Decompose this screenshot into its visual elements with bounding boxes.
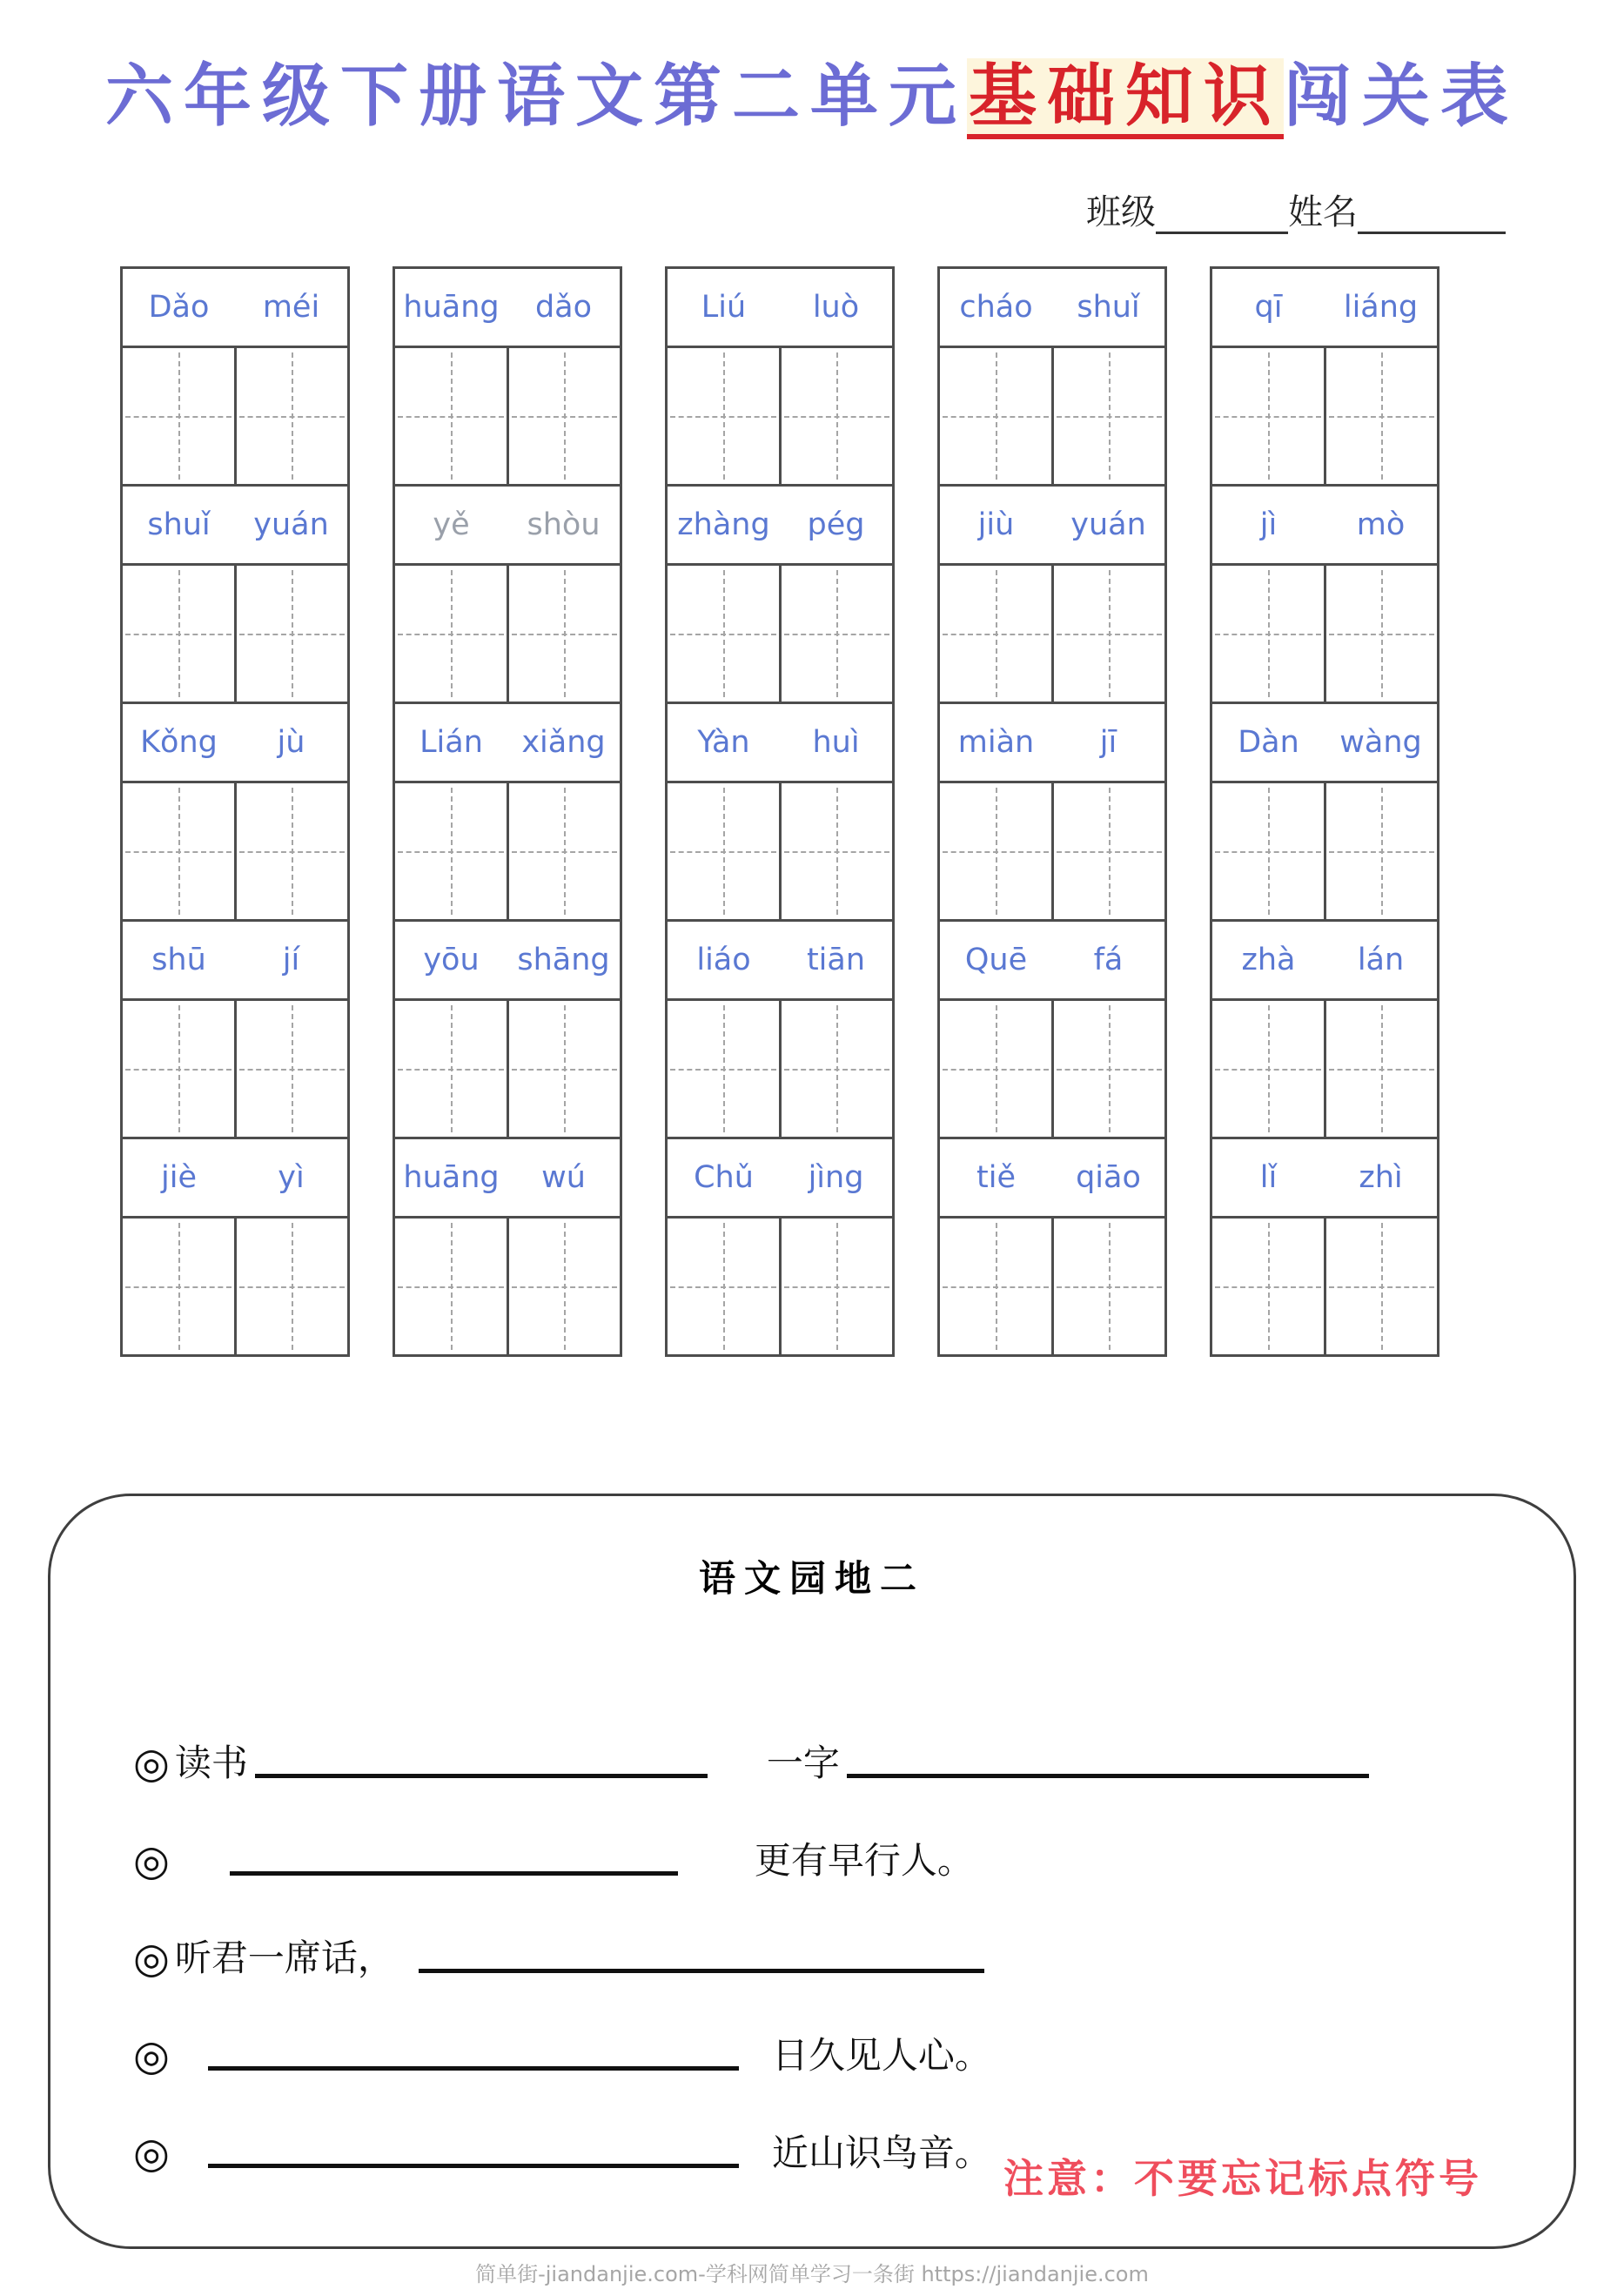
name-blank[interactable]	[1358, 228, 1506, 234]
writing-cell[interactable]	[123, 783, 234, 919]
writing-grid-row	[395, 1218, 620, 1354]
pinyin-syllable: jiè	[161, 1160, 197, 1195]
spacer	[746, 2173, 772, 2175]
writing-cell[interactable]	[507, 1001, 621, 1137]
pinyin-syllable: pég	[807, 507, 865, 542]
word-block	[668, 269, 892, 487]
word-block	[1212, 269, 1437, 487]
writing-cell[interactable]	[1324, 783, 1438, 919]
writing-grid-row	[395, 348, 620, 487]
writing-cell[interactable]	[123, 348, 234, 484]
pinyin-syllable: Dǎo	[148, 290, 210, 325]
pinyin-word	[668, 922, 892, 1001]
writing-cell[interactable]	[1212, 1218, 1324, 1354]
pinyin-column-1	[120, 266, 350, 1357]
pinyin-word	[395, 269, 620, 348]
writing-cell[interactable]	[1051, 348, 1165, 484]
pinyin-syllable: Kǒng	[140, 725, 218, 760]
writing-cell[interactable]	[1212, 783, 1324, 919]
writing-cell[interactable]	[1051, 1001, 1165, 1137]
pinyin-syllable: Yàn	[697, 725, 750, 760]
page-footer: 简单街-jiandanjie.com-学科网简单学习一条街 https://jiandanjie.com	[475, 2262, 1149, 2286]
writing-cell[interactable]	[1051, 566, 1165, 702]
writing-cell[interactable]	[234, 1218, 348, 1354]
pinyin-syllable: liáng	[1343, 290, 1419, 325]
pinyin-syllable: mò	[1356, 507, 1406, 542]
double-circle-bullet-icon: ◎	[133, 2033, 170, 2079]
exercise-text: 日久见人心。	[771, 2036, 991, 2077]
writing-cell[interactable]	[395, 1218, 507, 1354]
word-block	[123, 269, 347, 487]
word-block	[940, 704, 1164, 922]
writing-cell[interactable]	[1212, 1001, 1324, 1137]
pinyin-word	[395, 1139, 620, 1218]
pinyin-syllable: huāng	[403, 1160, 500, 1195]
writing-cell[interactable]	[940, 783, 1051, 919]
writing-grid-row	[1212, 1218, 1437, 1354]
writing-cell[interactable]	[668, 348, 779, 484]
writing-grid-row	[395, 783, 620, 922]
writing-cell[interactable]	[395, 1001, 507, 1137]
answer-blank-line[interactable]	[419, 1967, 984, 1973]
word-block	[940, 487, 1164, 704]
writing-cell[interactable]	[779, 783, 893, 919]
exercise-box	[48, 1494, 1576, 2249]
word-block	[668, 704, 892, 922]
writing-grid-row	[940, 1218, 1164, 1354]
pinyin-syllable: cháo	[959, 290, 1033, 325]
word-block	[123, 1139, 347, 1354]
pinyin-syllable: yì	[278, 1160, 305, 1195]
pinyin-column-4	[937, 266, 1167, 1357]
writing-cell[interactable]	[395, 783, 507, 919]
pinyin-syllable: Dàn	[1238, 725, 1299, 760]
pinyin-syllable: shāng	[517, 943, 610, 977]
double-circle-bullet-icon: ◎	[133, 2131, 170, 2177]
answer-blank-line[interactable]	[255, 1772, 708, 1778]
writing-grid-row	[940, 348, 1164, 487]
pinyin-syllable: zhàng	[677, 507, 770, 542]
writing-grid-row	[668, 348, 892, 487]
pinyin-word	[668, 269, 892, 348]
writing-grid-row	[940, 1001, 1164, 1139]
pinyin-syllable: shòu	[527, 507, 601, 542]
pinyin-syllable: tiān	[806, 943, 866, 977]
writing-grid-row	[668, 1001, 892, 1139]
pinyin-syllable: Liú	[701, 290, 747, 325]
pinyin-syllable: jí	[282, 943, 300, 977]
pinyin-syllable: jiù	[977, 507, 1015, 542]
writing-cell[interactable]	[940, 348, 1051, 484]
answer-blank-line[interactable]	[230, 1870, 678, 1876]
pinyin-word	[668, 704, 892, 783]
writing-grid-row	[940, 783, 1164, 922]
writing-cell[interactable]	[123, 566, 234, 702]
word-block	[123, 487, 347, 704]
pinyin-word	[1212, 487, 1437, 566]
pinyin-word	[1212, 704, 1437, 783]
pinyin-syllable: Quē	[964, 943, 1028, 977]
pinyin-syllable: huì	[812, 725, 860, 760]
writing-grid-row	[123, 566, 347, 704]
page-title	[0, 42, 1624, 139]
spacer	[175, 2173, 201, 2175]
exercise-line-4	[133, 1980, 1504, 2078]
pinyin-syllable: huāng	[403, 290, 500, 325]
writing-cell[interactable]	[668, 1001, 779, 1137]
word-block	[1212, 1139, 1437, 1354]
pinyin-word	[123, 704, 347, 783]
spacer	[394, 1978, 412, 1980]
word-block	[395, 1139, 620, 1354]
word-block	[395, 922, 620, 1139]
word-block	[668, 487, 892, 704]
pinyin-syllable: wàng	[1339, 725, 1422, 760]
pinyin-syllable: lán	[1357, 943, 1405, 977]
student-info-line	[1086, 185, 1506, 234]
pinyin-syllable: yě	[433, 507, 470, 542]
writing-grid-row	[1212, 1001, 1437, 1139]
writing-cell[interactable]	[1051, 783, 1165, 919]
pinyin-syllable: jù	[277, 725, 305, 760]
spacer	[175, 1881, 223, 1883]
pinyin-syllable: zhì	[1359, 1160, 1403, 1195]
pinyin-syllable: yōu	[423, 943, 480, 977]
pinyin-word	[123, 922, 347, 1001]
writing-cell[interactable]	[779, 1218, 893, 1354]
pinyin-word	[940, 1139, 1164, 1218]
writing-cell[interactable]	[395, 566, 507, 702]
writing-cell[interactable]	[395, 348, 507, 484]
pinyin-word	[1212, 1139, 1437, 1218]
name-label: 姓名	[1288, 192, 1358, 232]
word-block	[668, 1139, 892, 1354]
pinyin-syllable: qī	[1254, 290, 1283, 325]
pinyin-syllable: luò	[812, 290, 860, 325]
pinyin-word	[395, 704, 620, 783]
writing-grid-row	[123, 783, 347, 922]
writing-cell[interactable]	[668, 566, 779, 702]
pinyin-column-5	[1210, 266, 1439, 1357]
writing-cell[interactable]	[234, 783, 348, 919]
writing-grid-row	[668, 566, 892, 704]
pinyin-word	[940, 922, 1164, 1001]
answer-blank-line[interactable]	[208, 2162, 739, 2168]
exercise-line-1	[133, 1688, 1504, 1785]
answer-blank-line[interactable]	[208, 2064, 739, 2071]
exercise-line-3	[133, 1883, 1504, 1980]
pinyin-syllable: lǐ	[1259, 1160, 1278, 1195]
title-part2: 闯关表	[1284, 58, 1520, 134]
writing-cell[interactable]	[507, 566, 621, 702]
writing-cell[interactable]	[507, 1218, 621, 1354]
writing-grid-row	[123, 1218, 347, 1354]
writing-cell[interactable]	[1324, 566, 1438, 702]
pinyin-word	[123, 1139, 347, 1218]
pinyin-word	[940, 704, 1164, 783]
writing-cell[interactable]	[668, 783, 779, 919]
exercise-line-2	[133, 1785, 1504, 1883]
writing-grid-row	[395, 566, 620, 704]
writing-grid-row	[123, 1001, 347, 1139]
spacer	[715, 1783, 767, 1785]
pinyin-syllable: jìng	[808, 1160, 864, 1195]
writing-grid-row	[123, 348, 347, 487]
pinyin-syllable: shū	[151, 943, 206, 977]
exercise-section-title: 语文园地二	[698, 1560, 925, 1600]
title-highlight: 基础知识	[967, 58, 1284, 139]
word-block	[940, 922, 1164, 1139]
exercise-text: 读书	[174, 1743, 248, 1784]
word-block	[395, 704, 620, 922]
exercise-lines	[133, 1688, 1504, 2175]
writing-cell[interactable]	[507, 348, 621, 484]
writing-cell[interactable]	[779, 348, 893, 484]
writing-cell[interactable]	[940, 566, 1051, 702]
pinyin-syllable: Lián	[419, 725, 483, 760]
pinyin-syllable: liáo	[696, 943, 751, 977]
word-block	[1212, 487, 1437, 704]
class-label: 班级	[1086, 192, 1156, 232]
writing-cell[interactable]	[234, 1001, 348, 1137]
pinyin-word	[668, 1139, 892, 1218]
writing-grid-row	[668, 783, 892, 922]
writing-cell[interactable]	[1324, 1218, 1438, 1354]
pinyin-word	[123, 269, 347, 348]
pinyin-grid	[120, 266, 1439, 1357]
double-circle-bullet-icon: ◎	[133, 1936, 170, 1982]
writing-cell[interactable]	[1051, 1218, 1165, 1354]
pinyin-syllable: méi	[262, 290, 320, 325]
pinyin-syllable: miàn	[957, 725, 1035, 760]
pinyin-syllable: shuǐ	[1077, 290, 1140, 325]
word-block	[940, 1139, 1164, 1354]
writing-cell[interactable]	[940, 1001, 1051, 1137]
pinyin-word	[1212, 269, 1437, 348]
pinyin-syllable: fá	[1093, 943, 1124, 977]
writing-grid-row	[940, 566, 1164, 704]
pinyin-syllable: wú	[541, 1160, 586, 1195]
writing-grid-row	[395, 1001, 620, 1139]
writing-cell[interactable]	[234, 348, 348, 484]
title-part1: 六年级下册语文第二单元	[104, 58, 967, 134]
writing-cell[interactable]	[1212, 566, 1324, 702]
class-blank[interactable]	[1156, 228, 1288, 234]
writing-cell[interactable]	[123, 1218, 234, 1354]
spacer	[746, 2076, 772, 2078]
double-circle-bullet-icon: ◎	[133, 1741, 170, 1787]
double-circle-bullet-icon: ◎	[133, 1838, 170, 1884]
writing-cell[interactable]	[234, 566, 348, 702]
pinyin-word	[940, 269, 1164, 348]
pinyin-syllable: shuǐ	[147, 507, 211, 542]
pinyin-syllable: Chǔ	[694, 1160, 754, 1195]
writing-cell[interactable]	[1324, 348, 1438, 484]
pinyin-syllable: zhà	[1241, 943, 1296, 977]
pinyin-word	[395, 487, 620, 566]
exercise-text: 听君一席话，	[174, 1938, 394, 1979]
pinyin-column-3	[665, 266, 895, 1357]
writing-cell[interactable]	[668, 1218, 779, 1354]
writing-cell[interactable]	[507, 783, 621, 919]
writing-cell[interactable]	[779, 1001, 893, 1137]
pinyin-syllable: yuán	[253, 507, 329, 542]
pinyin-syllable: qiāo	[1076, 1160, 1141, 1195]
writing-grid-row	[1212, 783, 1437, 922]
writing-cell[interactable]	[779, 566, 893, 702]
pinyin-column-2	[393, 266, 622, 1357]
writing-grid-row	[1212, 566, 1437, 704]
writing-grid-row	[1212, 348, 1437, 487]
word-block	[123, 922, 347, 1139]
word-block	[395, 269, 620, 487]
exercise-note: 注意：不要忘记标点符号	[1003, 2157, 1482, 2201]
pinyin-syllable: jì	[1259, 507, 1278, 542]
pinyin-syllable: jī	[1099, 725, 1117, 760]
pinyin-word	[668, 487, 892, 566]
word-block	[1212, 922, 1437, 1139]
exercise-text: 一字	[766, 1743, 840, 1784]
word-block	[395, 487, 620, 704]
pinyin-word	[1212, 922, 1437, 1001]
writing-cell[interactable]	[940, 1218, 1051, 1354]
word-block	[123, 704, 347, 922]
word-block	[1212, 704, 1437, 922]
pinyin-syllable: tiě	[976, 1160, 1016, 1195]
pinyin-word	[940, 487, 1164, 566]
spacer	[175, 2076, 201, 2078]
writing-grid-row	[668, 1218, 892, 1354]
writing-cell[interactable]	[123, 1001, 234, 1137]
word-block	[940, 269, 1164, 487]
pinyin-word	[123, 487, 347, 566]
writing-cell[interactable]	[1212, 348, 1324, 484]
writing-cell[interactable]	[1324, 1001, 1438, 1137]
exercise-text: 更有早行人。	[754, 1841, 974, 1882]
pinyin-syllable: xiǎng	[521, 725, 606, 760]
pinyin-syllable: dǎo	[534, 290, 593, 325]
exercise-text: 近山识鸟音。	[771, 2133, 991, 2174]
answer-blank-line[interactable]	[847, 1772, 1369, 1778]
spacer	[685, 1881, 755, 1883]
word-block	[668, 922, 892, 1139]
pinyin-word	[395, 922, 620, 1001]
pinyin-syllable: yuán	[1070, 507, 1146, 542]
